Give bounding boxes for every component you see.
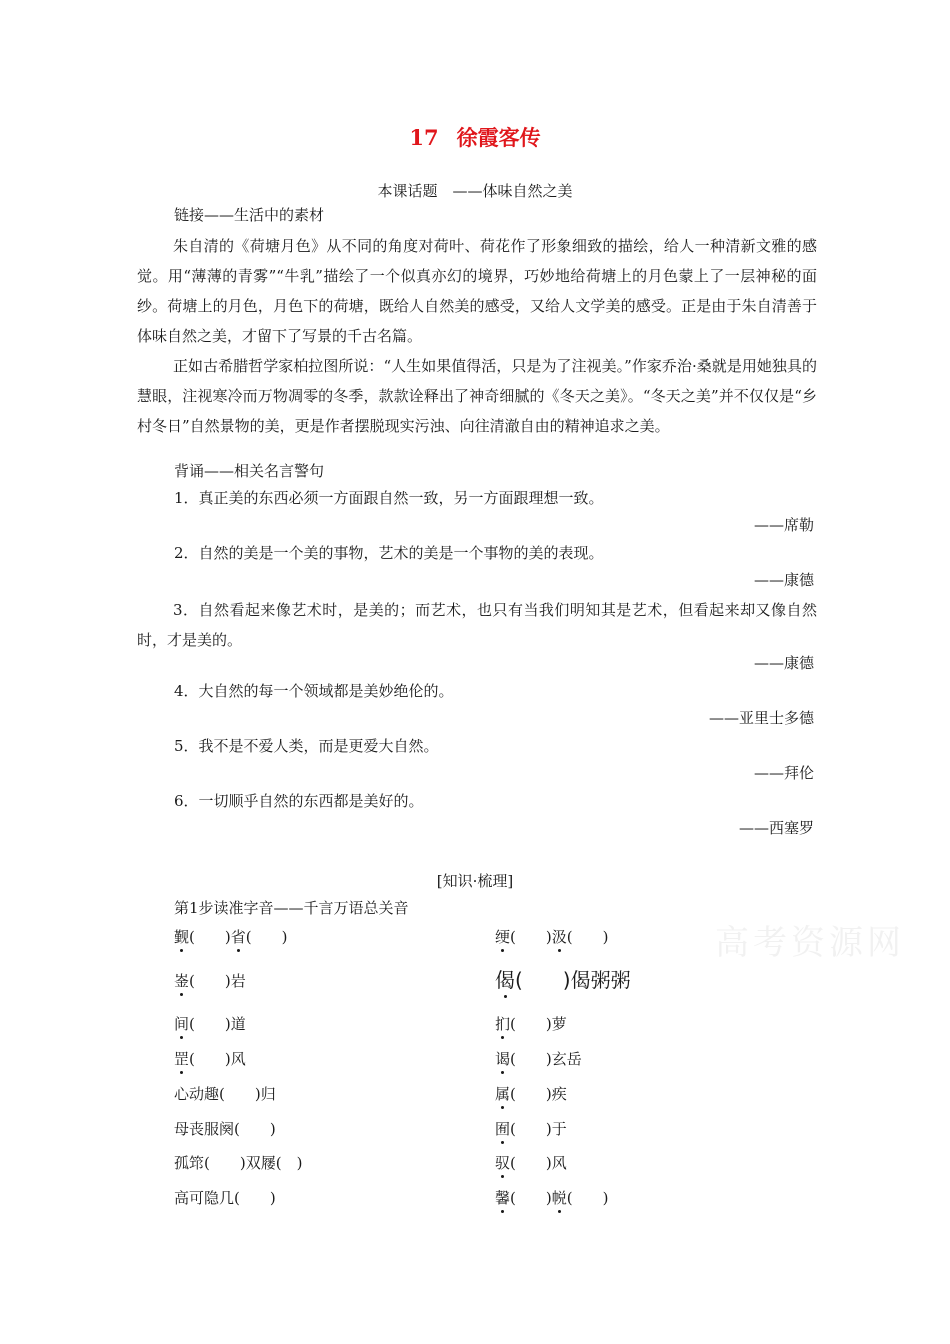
- quote-1: 1．真正美的东西必须一方面跟自然一致，另一方面跟理想一致。: [174, 489, 604, 507]
- pron-blank: ( ): [510, 928, 552, 946]
- pron-left-8: [174, 1187, 276, 1208]
- pron-word: 道: [230, 1015, 246, 1033]
- lesson-title: 徐霞客传: [456, 125, 541, 150]
- pron-right-6: [495, 1118, 567, 1139]
- pron-left-7: [174, 1152, 302, 1173]
- lesson-number: 17: [409, 125, 439, 150]
- pron-char: 囿: [495, 1120, 511, 1138]
- pron-blank: ( ): [510, 1189, 552, 1207]
- quote-3: 3．自然看起来像艺术时，是美的；而艺术，也只有当我们明知其是艺术，但看起来却又像自然时，才是美的。: [137, 601, 817, 649]
- pron-right-3: [495, 1013, 567, 1034]
- quote-6-author: ——西塞罗: [738, 819, 814, 837]
- page-title: [0, 122, 950, 152]
- pron-word: 孤筇: [174, 1154, 205, 1172]
- pron-word: 玄岳: [551, 1050, 582, 1068]
- pron-blank: ( ): [189, 928, 231, 946]
- pron-char: 帨: [551, 1189, 567, 1207]
- quote-2-author: ——康德: [753, 571, 814, 589]
- pron-blank: ( ): [189, 1050, 231, 1068]
- pron-word: 疾: [551, 1085, 567, 1103]
- pron-blank: ( ): [566, 928, 609, 946]
- pron-left-1: [174, 926, 287, 947]
- pron-blank: ( ): [566, 1189, 609, 1207]
- pron-word: 心动趣: [174, 1085, 220, 1103]
- link-heading: 链接——生活中的素材: [174, 206, 325, 224]
- section-title: [知识·梳理]: [436, 872, 514, 890]
- pron-char: 驭: [495, 1154, 511, 1172]
- pron-word: 于: [551, 1120, 567, 1138]
- quote-4: 4．大自然的每一个领域都是美妙绝伦的。: [174, 682, 454, 700]
- quote-2: 2．自然的美是一个美的事物，艺术的美是一个事物的美的表现。: [174, 544, 604, 562]
- pron-char: 偈: [495, 964, 515, 993]
- pron-blank: ( ): [204, 1154, 246, 1172]
- pron-char: 扪: [495, 1015, 511, 1033]
- pron-blank: ( ): [234, 1120, 276, 1138]
- pron-blank: ( ): [234, 1189, 276, 1207]
- pron-char: 属: [495, 1085, 511, 1103]
- quote-1-author: ——席勒: [753, 516, 814, 534]
- pron-word: 母丧服阕: [174, 1120, 235, 1138]
- pron-char: 省: [230, 928, 246, 946]
- pron-char: 馨: [495, 1189, 511, 1207]
- pron-right-2: [495, 964, 631, 993]
- pron-char: 间: [174, 1015, 190, 1033]
- pron-blank: ( ): [189, 972, 231, 990]
- pron-char: 谒: [495, 1050, 511, 1068]
- pron-char: 汲: [551, 928, 567, 946]
- paragraph-2: 正如古希腊哲学家柏拉图所说：“人生如果值得活，只是为了注视美。”作家乔治·桑就是用她独具的慧眼，注视寒冷而万物凋零的冬季，款款诠释出了神奇细腻的《冬天之美》。“冬天之美”并不仅仅是“乡村冬日”自然景物的美，更是作者摆脱现实污浊、向往清澈自由的精神追求之美。: [137, 357, 817, 435]
- step1-heading: 第1步读准字音——千言万语总关音: [174, 899, 409, 917]
- pron-blank: ( ): [510, 1154, 552, 1172]
- quote-4-author: ——亚里士多德: [708, 709, 814, 727]
- watermark: 高考资源网: [715, 923, 905, 963]
- pron-word: 偈粥粥: [570, 968, 631, 992]
- pron-char: 崟: [174, 972, 190, 990]
- pron-char: 觐: [174, 928, 190, 946]
- pron-left-5: [174, 1083, 276, 1104]
- quote-6: 6．一切顺乎自然的东西都是美好的。: [174, 792, 424, 810]
- pron-left-3: [174, 1013, 246, 1034]
- pron-blank: ( ): [510, 1120, 552, 1138]
- pron-blank: ( ): [510, 1050, 552, 1068]
- lesson-topic: 本课话题 ——体味自然之美: [377, 182, 573, 200]
- quote-5-author: ——拜伦: [753, 764, 814, 782]
- pron-word: 归: [260, 1085, 276, 1103]
- pron-blank: ( ): [515, 968, 571, 992]
- pron-right-7: [495, 1152, 567, 1173]
- pron-word: 风: [551, 1154, 567, 1172]
- pron-right-5: [495, 1083, 567, 1104]
- pron-blank: ( ): [219, 1085, 261, 1103]
- pron-word: 双屦: [245, 1154, 276, 1172]
- pron-word: 萝: [551, 1015, 567, 1033]
- pron-blank: ( ): [510, 1085, 552, 1103]
- pron-blank: ( ): [510, 1015, 552, 1033]
- pron-right-1: [495, 926, 608, 947]
- pron-word: 高可隐几: [174, 1189, 235, 1207]
- quote-5: 5．我不是不爱人类，而是更爱大自然。: [174, 737, 439, 755]
- paragraph-1: 朱自清的《荷塘月色》从不同的角度对荷叶、荷花作了形象细致的描绘，给人一种清新文雅的感觉。用“薄薄的青雾”“牛乳”描绘了一个似真亦幻的境界，巧妙地给荷塘上的月色蒙上了一层神秘的面纱。荷塘上的月色，月色下的荷塘，既给人自然美的感受，又给人文学美的感受。正是由于朱自清善于体味自然之美，才留下了写景的千古名篇。: [137, 237, 817, 345]
- pron-blank: ( ): [189, 1015, 231, 1033]
- pron-word: 风: [230, 1050, 246, 1068]
- pron-char: 罡: [174, 1050, 190, 1068]
- pron-left-4: [174, 1048, 246, 1069]
- pron-right-8: [495, 1187, 608, 1208]
- quote-3-author: ——康德: [753, 654, 814, 672]
- pron-left-6: [174, 1118, 276, 1139]
- pron-right-4: [495, 1048, 582, 1069]
- pron-word: 岩: [230, 972, 246, 990]
- pron-blank: ( ): [245, 928, 288, 946]
- quotes-heading: 背诵——相关名言警句: [174, 462, 325, 480]
- pron-blank: ( ): [275, 1154, 303, 1172]
- pron-char: 绠: [495, 928, 511, 946]
- pron-left-2: [174, 970, 246, 991]
